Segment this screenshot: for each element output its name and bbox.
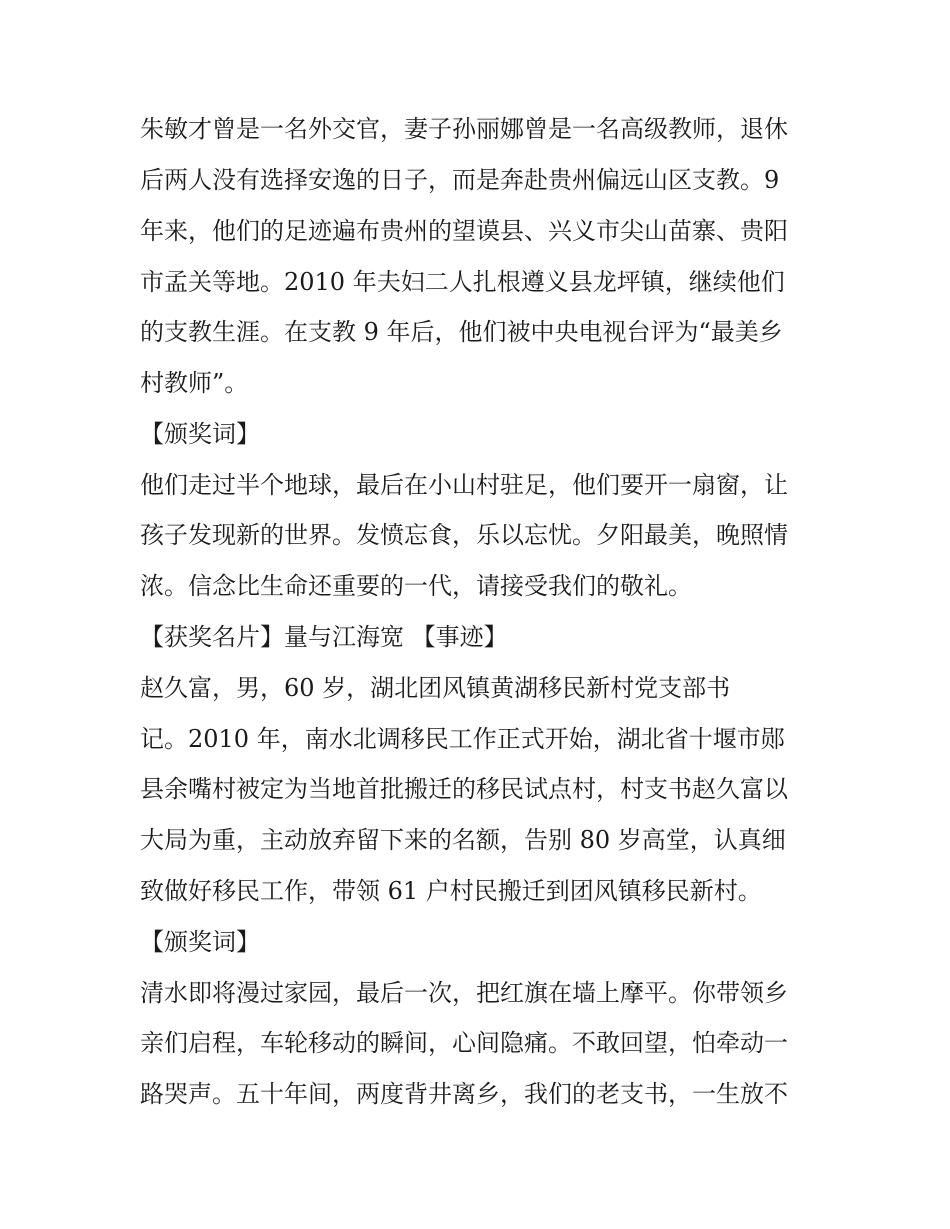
paragraph-line: 亲们启程，车轮移动的瞬间，心间隐痛。不敢回望，怕牵动一 <box>140 1029 788 1057</box>
paragraph-line: 孩子发现新的世界。发愤忘食，乐以忘忧。夕阳最美，晚照情 <box>140 521 788 549</box>
paragraph-line: 朱敏才曾是一名外交官，妻子孙丽娜曾是一名高级教师，退休 <box>140 115 788 143</box>
section-heading: 【获奖名片】量与江海宽 【事迹】 <box>140 623 508 651</box>
paragraph-line: 大局为重，主动放弃留下来的名额，告别 80 岁高堂，认真细 <box>140 826 786 854</box>
paragraph-line: 县余嘴村被定为当地首批搬迁的移民试点村，村支书赵久富以 <box>140 775 788 803</box>
section-heading: 【颁奖词】 <box>140 928 260 956</box>
paragraph-line: 后两人没有选择安逸的日子，而是奔赴贵州偏远山区支教。9 <box>140 166 780 194</box>
section-heading: 【颁奖词】 <box>140 420 260 448</box>
paragraph-line: 年来，他们的足迹遍布贵州的望谟县、兴义市尖山苗寨、贵阳 <box>140 217 788 245</box>
paragraph-line: 清水即将漫过家园，最后一次，把红旗在墙上摩平。你带领乡 <box>140 979 788 1007</box>
paragraph-line: 赵久富，男，60 岁，湖北团风镇黄湖移民新村党支部书 <box>140 674 731 702</box>
paragraph-line: 他们走过半个地球，最后在小山村驻足，他们要开一扇窗，让 <box>140 471 788 499</box>
paragraph-line: 村教师”。 <box>140 369 249 397</box>
paragraph-line: 记。2010 年，南水北调移民工作正式开始，湖北省十堰市郧 <box>140 725 785 753</box>
paragraph-line: 路哭声。五十年间，两度背井离乡，我们的老支书，一生放不 <box>140 1080 788 1108</box>
paragraph-line: 市孟关等地。2010 年夫妇二人扎根遵义县龙坪镇，继续他们 <box>140 268 785 296</box>
paragraph-line: 的支教生涯。在支教 9 年后，他们被中央电视台评为“最美乡 <box>140 318 783 346</box>
paragraph-line: 致做好移民工作，带领 61 户村民搬迁到团风镇移民新村。 <box>140 877 762 905</box>
paragraph-line: 浓。信念比生命还重要的一代，请接受我们的敬礼。 <box>140 572 692 600</box>
